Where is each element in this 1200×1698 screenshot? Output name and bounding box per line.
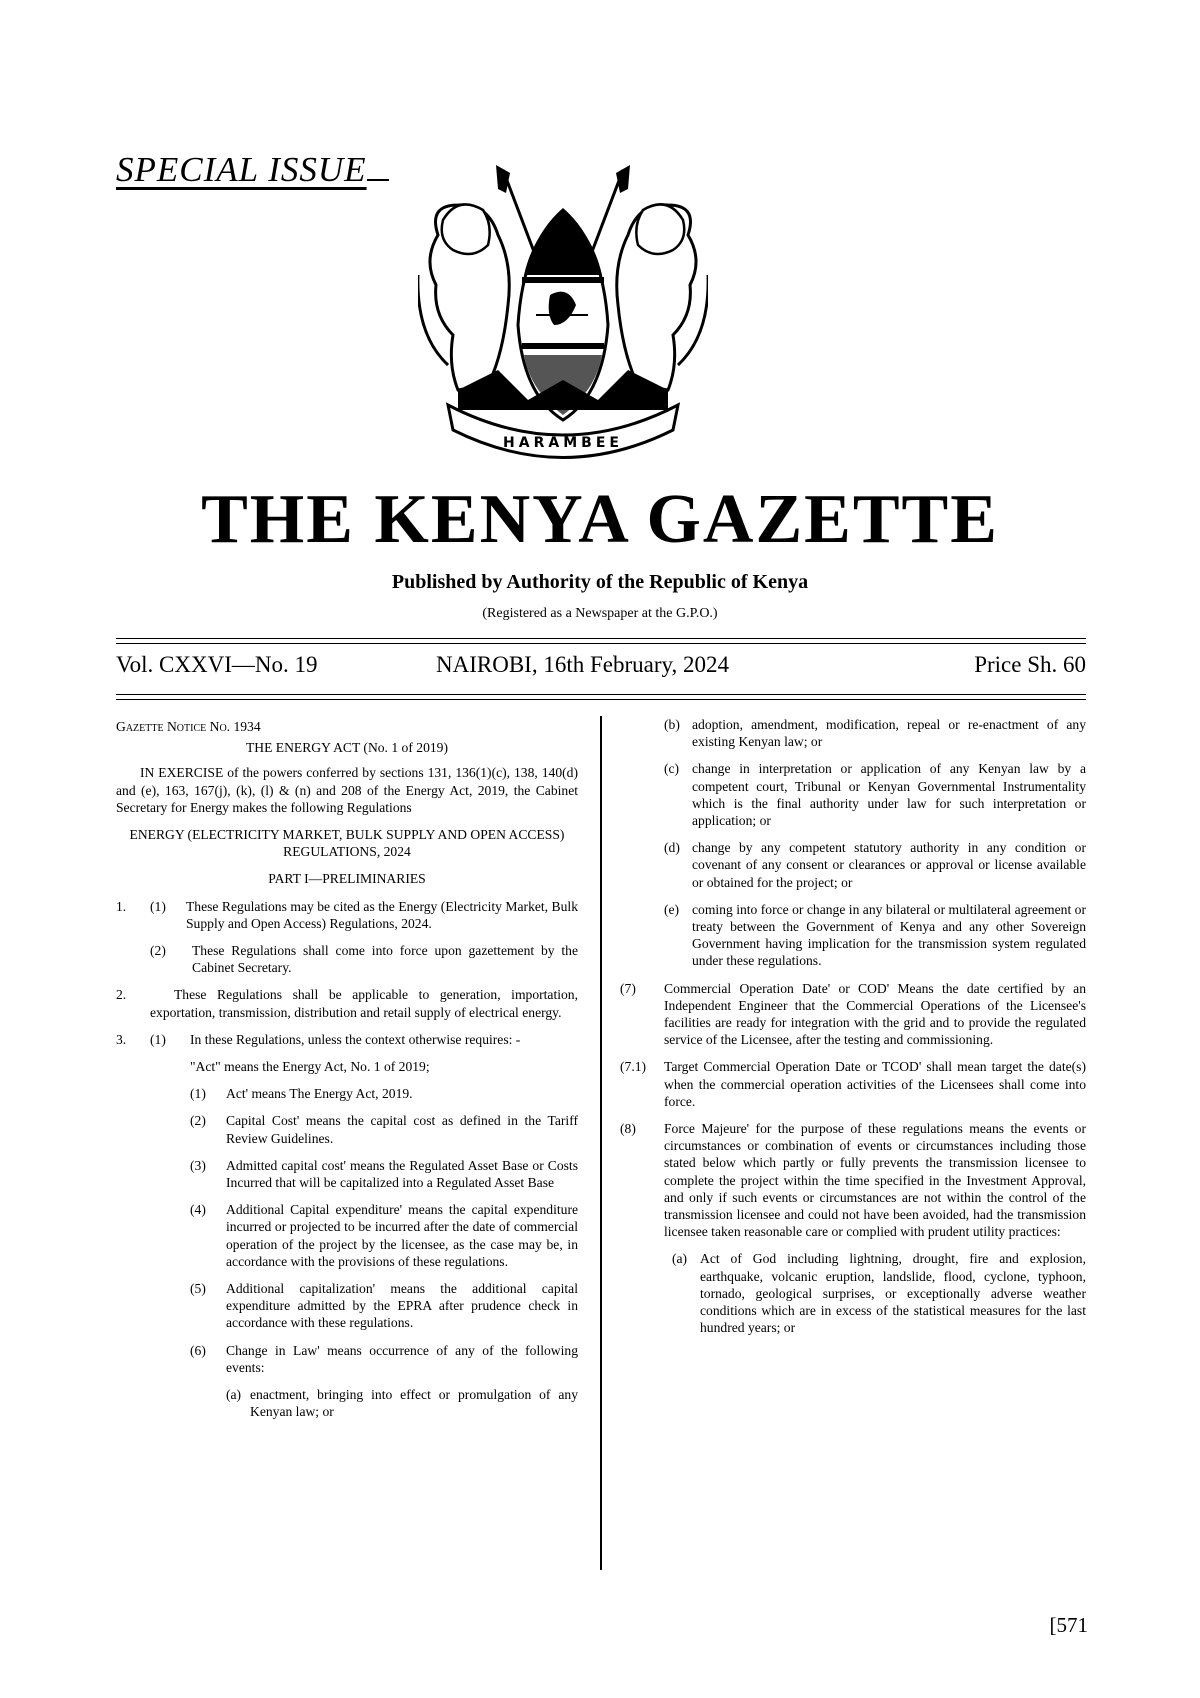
list-text: Act of God including lightning, drought, fire and explosion, earthquake, volcanic eruption, landslide, flood, cyclone, typhoon, tornado, geological surprises, or exceptionally adverse weather conditions which are in excess of the statistical measures for the last hundred years; or (700, 1251, 1086, 1336)
definition-number: (7) (620, 980, 636, 996)
page-number: [571 (1049, 1613, 1088, 1637)
masthead-rule-bottom (116, 694, 1086, 695)
coat-of-arms-icon (418, 165, 708, 475)
list-letter: (c) (664, 761, 680, 777)
definition-item (116, 1201, 578, 1270)
act-title: THE ENERGY ACT (No. 1 of 2019) (245, 740, 448, 756)
list-text: adoption, amendment, modification, repeal or re-enactment of any existing Kenyan law; or (692, 717, 1086, 750)
section-2-number: 2. (116, 987, 127, 1003)
change-in-law-a (116, 1386, 578, 1420)
definition-number: (1) (190, 1086, 206, 1102)
gazette-subtitle: Published by Authority of the Republic of Kenya (391, 571, 809, 593)
change-in-law-c (664, 760, 1086, 829)
subsection-number: (1) (150, 1031, 166, 1047)
definition-number: (4) (190, 1202, 206, 1218)
definition-text: Force Majeure' for the purpose of these regulations means the events or circumstances or combination of events or circumstances including those stated below which partly or fully prevents the transmission licensee to complete the project within the time specified in the Investment Approval, and only if such events or circumstances are not within the control of the transmission licensee and could not have been avoided, had the transmission licensee taken reasonable care or complied with prudent utility practices: (664, 1121, 1086, 1240)
definition-text: Additional Capital expenditure' means the capital expenditure incurred or projected to be incurred after the date of commercial operation of the project by the licensee, as the case may be, in accordance with the provisions of these regulations. (226, 1202, 578, 1269)
column-divider (600, 716, 602, 1570)
left-column (116, 718, 578, 1431)
masthead (116, 652, 1086, 686)
definition-item (116, 1085, 578, 1102)
registration-note: (Registered as a Newspaper at the G.P.O.) (482, 606, 718, 621)
masthead-rule-top (116, 638, 1086, 639)
part-heading: PART I—PRELIMINARIES (268, 871, 426, 887)
section-2 (116, 986, 578, 1020)
definition-text: Target Commercial Operation Date or TCOD' shall mean target the date(s) when the commercial operation activities of the Licensees shall come into force. (664, 1059, 1086, 1109)
definition-item (116, 1157, 578, 1191)
list-letter: (a) (226, 1387, 242, 1403)
regulations-title: ENERGY (ELECTRICITY MARKET, BULK SUPPLY AND OPEN ACCESS) REGULATIONS, 2024 (129, 827, 565, 860)
price: Price Sh. 60 (974, 652, 1086, 677)
section-1-1 (116, 898, 578, 932)
definition-number: (2) (190, 1113, 206, 1129)
section-1-2 (116, 942, 578, 976)
section-3-number: 3. (116, 1031, 127, 1047)
masthead-rule-bottom-inner (116, 699, 1086, 700)
change-in-law-b (664, 716, 1086, 750)
definition-text: Commercial Operation Date' or COD' Means the date certified by an Independent Engineer that the Commercial Operations of the Licensee's facilities are ready for integration with the grid and to provide the regulated service of the Licensee, after the testing and commissioning. (664, 980, 1086, 1048)
section-text: These Regulations shall come into force upon gazettement by the Cabinet Secretary. (192, 943, 578, 976)
definition-number: (8) (620, 1121, 636, 1137)
definition-item (116, 1112, 578, 1146)
crest-motto: HARAMBEE (503, 435, 623, 451)
list-letter: (e) (664, 901, 680, 917)
definition-number: (6) (190, 1342, 206, 1358)
notice-number: Gazette Notice No. 1934 (116, 719, 261, 734)
definition-number: (3) (190, 1157, 206, 1173)
force-majeure-a (664, 1250, 1086, 1336)
change-in-law-d (664, 839, 1086, 891)
subsection-number: (2) (150, 943, 166, 959)
definition-8 (620, 1120, 1086, 1240)
place-date: NAIROBI, 16th February, 2024 (436, 652, 730, 677)
definition-number: (7.1) (620, 1059, 647, 1075)
subsection-number: (1) (150, 898, 166, 914)
section-text: These Regulations may be cited as the Energy (Electricity Market, Bulk Supply and Open Access) Regulations, 2024. (186, 898, 578, 931)
definition-text: Change in Law' means occurrence of any of the following events: (226, 1342, 578, 1375)
special-issue-label: SPECIAL ISSUE (116, 150, 389, 190)
list-text: enactment, bringing into effect or promulgation of any Kenyan law; or (250, 1387, 578, 1420)
preamble: IN EXERCISE of the powers conferred by sections 131, 136(1)(c), 138, 140(d) and (e), 163, 167(j), (k), (l) & (n) and 208 of the Energy Act, 2019, the Cabinet Secretary for Energy makes the following Regulations (116, 765, 578, 815)
list-text: coming into force or change in any bilateral or multilateral agreement or treaty between the Government of Kenya and any other Sovereign Government having implication for the transmission system regulated under these regulations. (692, 901, 1086, 969)
list-letter: (d) (664, 840, 680, 856)
change-in-law-e (664, 901, 1086, 970)
definition-text: Admitted capital cost' means the Regulated Asset Base or Costs Incurred that will be capitalized into a Regulated Asset Base (226, 1157, 578, 1191)
definition-text: Act' means The Energy Act, 2019. (226, 1086, 413, 1102)
volume-number: Vol. CXXVI—No. 19 (116, 652, 318, 677)
list-text: change in interpretation or application of any Kenyan law by a competent court, Tribunal or Kenyan Governmental Instrumentality which is the final authority under law for such interpretation or application; or (692, 761, 1086, 829)
section-text: These Regulations shall be applicable to generation, importation, exportation, transmission, distribution and retail supply of electrical energy. (150, 987, 578, 1020)
definition-text: Capital Cost' means the capital cost as defined in the Tariff Review Guidelines. (226, 1113, 578, 1146)
definition-7-1 (620, 1058, 1086, 1110)
section-3-1 (116, 1031, 578, 1048)
right-column (620, 717, 1086, 1347)
masthead-rule-top-inner (116, 643, 1086, 644)
act-definition: "Act" means the Energy Act, No. 1 of 2019; (190, 1059, 430, 1075)
definition-number: (5) (190, 1281, 206, 1297)
list-text: change by any competent statutory authority in any condition or covenant of any consent or clearances or approval or license available or obtained for the project; or (692, 840, 1086, 890)
definition-text: Additional capitalization' means the additional capital expenditure admitted by the EPRA after prudence check in accordance with these regulations. (226, 1281, 578, 1331)
definition-item (116, 1342, 578, 1376)
definition-item (116, 1280, 578, 1332)
list-letter: (b) (664, 717, 680, 732)
section-1-number: 1. (116, 898, 127, 914)
list-letter: (a) (672, 1251, 688, 1267)
section-text: In these Regulations, unless the context otherwise requires: - (190, 1031, 521, 1047)
gazette-title: THE KENYA GAZETTE (201, 481, 999, 558)
definition-7 (620, 980, 1086, 1049)
